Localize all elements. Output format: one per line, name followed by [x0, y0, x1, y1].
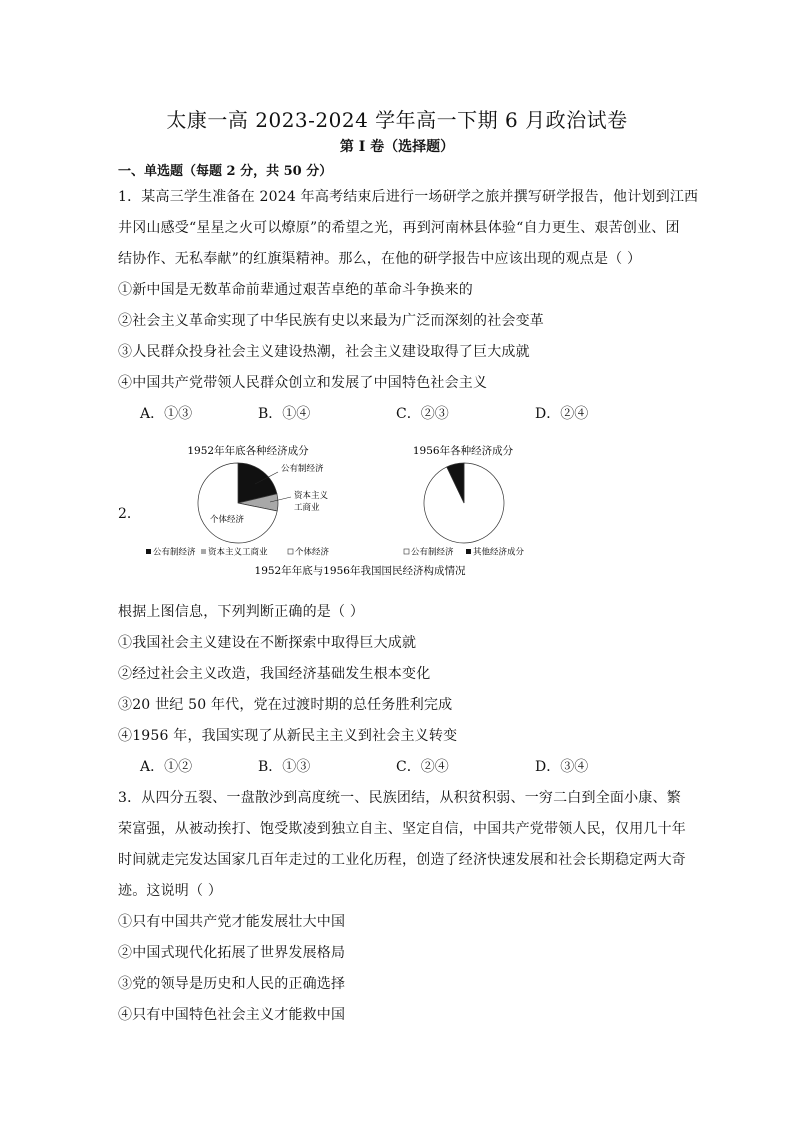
q1-option-a[interactable]: A．①③	[140, 406, 193, 422]
chart1-label-public: 公有制经济	[281, 464, 324, 474]
q2-number: 2．	[118, 506, 141, 522]
chart1-legend-swatch-capitalist	[201, 549, 206, 554]
q2-statement-4: ④1956 年，我国实现了从新民主主义到社会主义转变	[118, 728, 458, 744]
q1-option-d[interactable]: D．②④	[535, 406, 589, 422]
q2-option-c[interactable]: C．②④	[396, 759, 449, 775]
q1-statement-4: ④中国共产党带领人民群众创立和发展了中国特色社会主义	[118, 375, 488, 391]
section-heading: 一、单选题（每题 2 分，共 50 分）	[118, 164, 333, 179]
chart1-pie	[198, 463, 278, 543]
q3-statement-1: ①只有中国共产党才能发展壮大中国	[118, 914, 346, 930]
chart2-legend-swatch-public	[404, 549, 409, 554]
q2-figure	[138, 440, 558, 584]
q3-stem-line-3: 时间就走完发达国家几百年走过的工业化历程，创造了经济快速发展和社会长期稳定两大奇	[118, 852, 686, 868]
q1-statement-3: ③人民群众投身社会主义建设热潮，社会主义建设取得了巨大成就	[118, 344, 530, 360]
q2-statement-2: ②经过社会主义改造，我国经济基础发生根本变化	[118, 666, 431, 682]
chart2-legend-public: 公有制经济	[411, 547, 454, 558]
q1-option-b[interactable]: B．①④	[258, 406, 311, 422]
chart2-legend-other: 其他经济成分	[473, 547, 525, 558]
exam-part-title: 第 I 卷（选择题）	[339, 139, 455, 155]
chart1-legend-swatch-individual	[288, 549, 293, 554]
q3-stem-line-4: 迹。这说明（ ）	[118, 883, 223, 899]
q1-stem-line-3: 结协作、无私奉献”的红旗渠精神。那么，在他的研学报告中应该出现的观点是（ ）	[118, 251, 642, 267]
q2-statement-3: ③20 世纪 50 年代，党在过渡时期的总任务胜利完成	[118, 697, 453, 713]
chart1-legend-swatch-public	[146, 549, 151, 554]
q1-option-c[interactable]: C．②③	[396, 406, 449, 422]
chart2-title: 1956年各种经济成分	[412, 445, 514, 457]
q2-option-b[interactable]: B．①③	[258, 759, 311, 775]
q2-stem: 根据上图信息，下列判断正确的是（ ）	[118, 604, 365, 620]
exam-title: 太康一高 2023-2024 学年高一下期 6 月政治试卷	[166, 108, 628, 132]
chart1-label-capitalist-1: 资本主义	[294, 491, 329, 501]
q3-stem-line-2: 荣富强，从被动挨打、饱受欺凌到独立自主、坚定自信，中国共产党带领人民，仅用几十年	[118, 821, 686, 837]
q3-stem-line-1: 3．从四分五裂、一盘散沙到高度统一、民族团结，从积贫积弱、一穷二白到全面小康、繁	[118, 790, 681, 806]
q1-statement-2: ②社会主义革命实现了中华民族有史以来最为广泛而深刻的社会变革	[118, 313, 544, 329]
q3-statement-4: ④只有中国特色社会主义才能救中国	[118, 1007, 346, 1023]
chart2-legend-swatch-other	[466, 549, 471, 554]
q2-option-a[interactable]: A．①②	[140, 759, 193, 775]
q2-statement-1: ①我国社会主义建设在不断探索中取得巨大成就	[118, 635, 417, 651]
economy-pie-charts	[138, 440, 558, 584]
q1-stem-line-1: 1．某高三学生准备在 2024 年高考结束后进行一场研学之旅并撰写研学报告，他计划到江西	[118, 189, 699, 205]
chart1-title: 1952年年底各种经济成分	[187, 445, 309, 457]
q1-statement-1: ①新中国是无数革命前辈通过艰苦卓绝的革命斗争换来的	[118, 282, 473, 298]
chart-caption: 1952年年底与1956年我国国民经济构成情况	[254, 565, 466, 577]
q2-option-d[interactable]: D．③④	[535, 759, 589, 775]
q1-stem-line-2: 井冈山感受“星星之火可以燎原”的希望之光，再到河南林县体验“自力更生、艰苦创业、团	[118, 220, 680, 236]
chart1-legend-capitalist: 资本主义工商业	[208, 547, 268, 558]
q3-statement-2: ②中国式现代化拓展了世界发展格局	[118, 945, 346, 961]
chart1-legend-public: 公有制经济	[153, 547, 196, 558]
chart2-pie	[424, 463, 504, 543]
q3-statement-3: ③党的领导是历史和人民的正确选择	[118, 976, 346, 992]
q2-options	[140, 756, 660, 776]
chart1-label-individual: 个体经济	[210, 515, 245, 525]
chart1-legend-individual: 个体经济	[295, 547, 330, 558]
q1-options	[140, 403, 660, 423]
chart1-label-capitalist-2: 工商业	[294, 503, 320, 513]
